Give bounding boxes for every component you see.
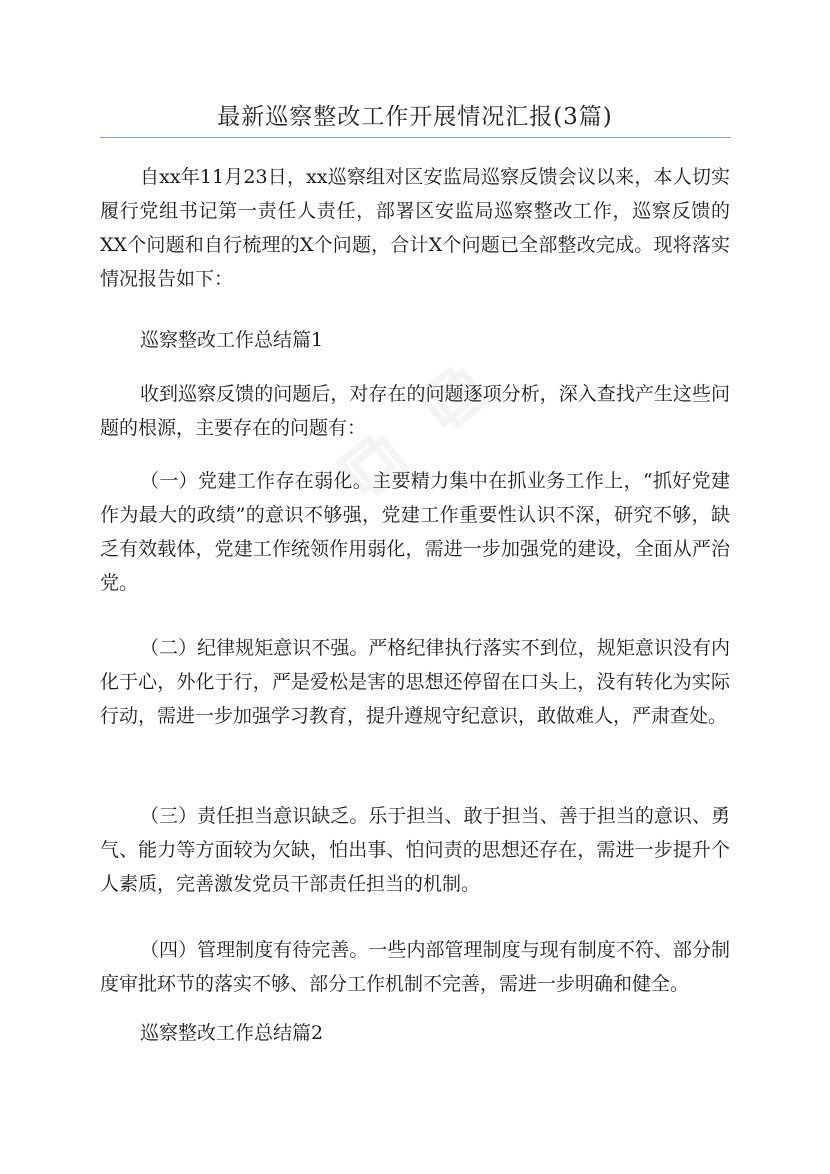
section1-item-2: （二）纪律规矩意识不强。严格纪律执行落实不到位，规矩意识没有内化于心，外化于行，严是爱松是害的思想还停留在口头上，没有转化为实际行动，需进一步加强学习教育，提升遵规守纪意识，敢做难人，严肃查处。 bbox=[100, 637, 730, 727]
title-underline bbox=[100, 137, 731, 138]
section1-heading: 巡察整改工作总结篇1 bbox=[140, 329, 324, 351]
intro-paragraph: 自xx年11月23日，xx巡察组对区安监局巡察反馈会议以来，本人切实履行党组书记第一责任人责任，部署区安监局巡察整改工作，巡察反馈的XX个问题和自行梳理的X个问题，合计X个问题已全部整改完成。现将落实情况报告如下： bbox=[100, 166, 730, 290]
section1-item-3: （三）责任担当意识缺乏。乐于担当、敢于担当、善于担当的意识、勇气、能力等方面较为欠缺，怕出事、怕问责的思想还存在，需进一步提升个人素质，完善激发党员干部责任担当的机制。 bbox=[100, 805, 730, 895]
document-title: 最新巡察整改工作开展情况汇报(3篇) bbox=[217, 104, 613, 130]
section2-heading: 巡察整改工作总结篇2 bbox=[140, 1022, 324, 1044]
section1-paragraph: 收到巡察反馈的问题后，对存在的问题逐项分析，深入查找产生这些问题的根源，主要存在的问题有： bbox=[100, 383, 730, 439]
section1-item-4: （四）管理制度有待完善。一些内部管理制度与现有制度不符、部分制度审批环节的落实不够、部分工作机制不完善，需进一步明确和健全。 bbox=[100, 939, 730, 995]
section1-item-1: （一）党建工作存在弱化。主要精力集中在抓业务工作上，“抓好党建作为最大的政绩”的意识不够强，党建工作重要性认识不深，研究不够，缺乏有效载体，党建工作统领作用弱化，需进一步加强党的建设，全面从严治党。 bbox=[100, 470, 730, 594]
